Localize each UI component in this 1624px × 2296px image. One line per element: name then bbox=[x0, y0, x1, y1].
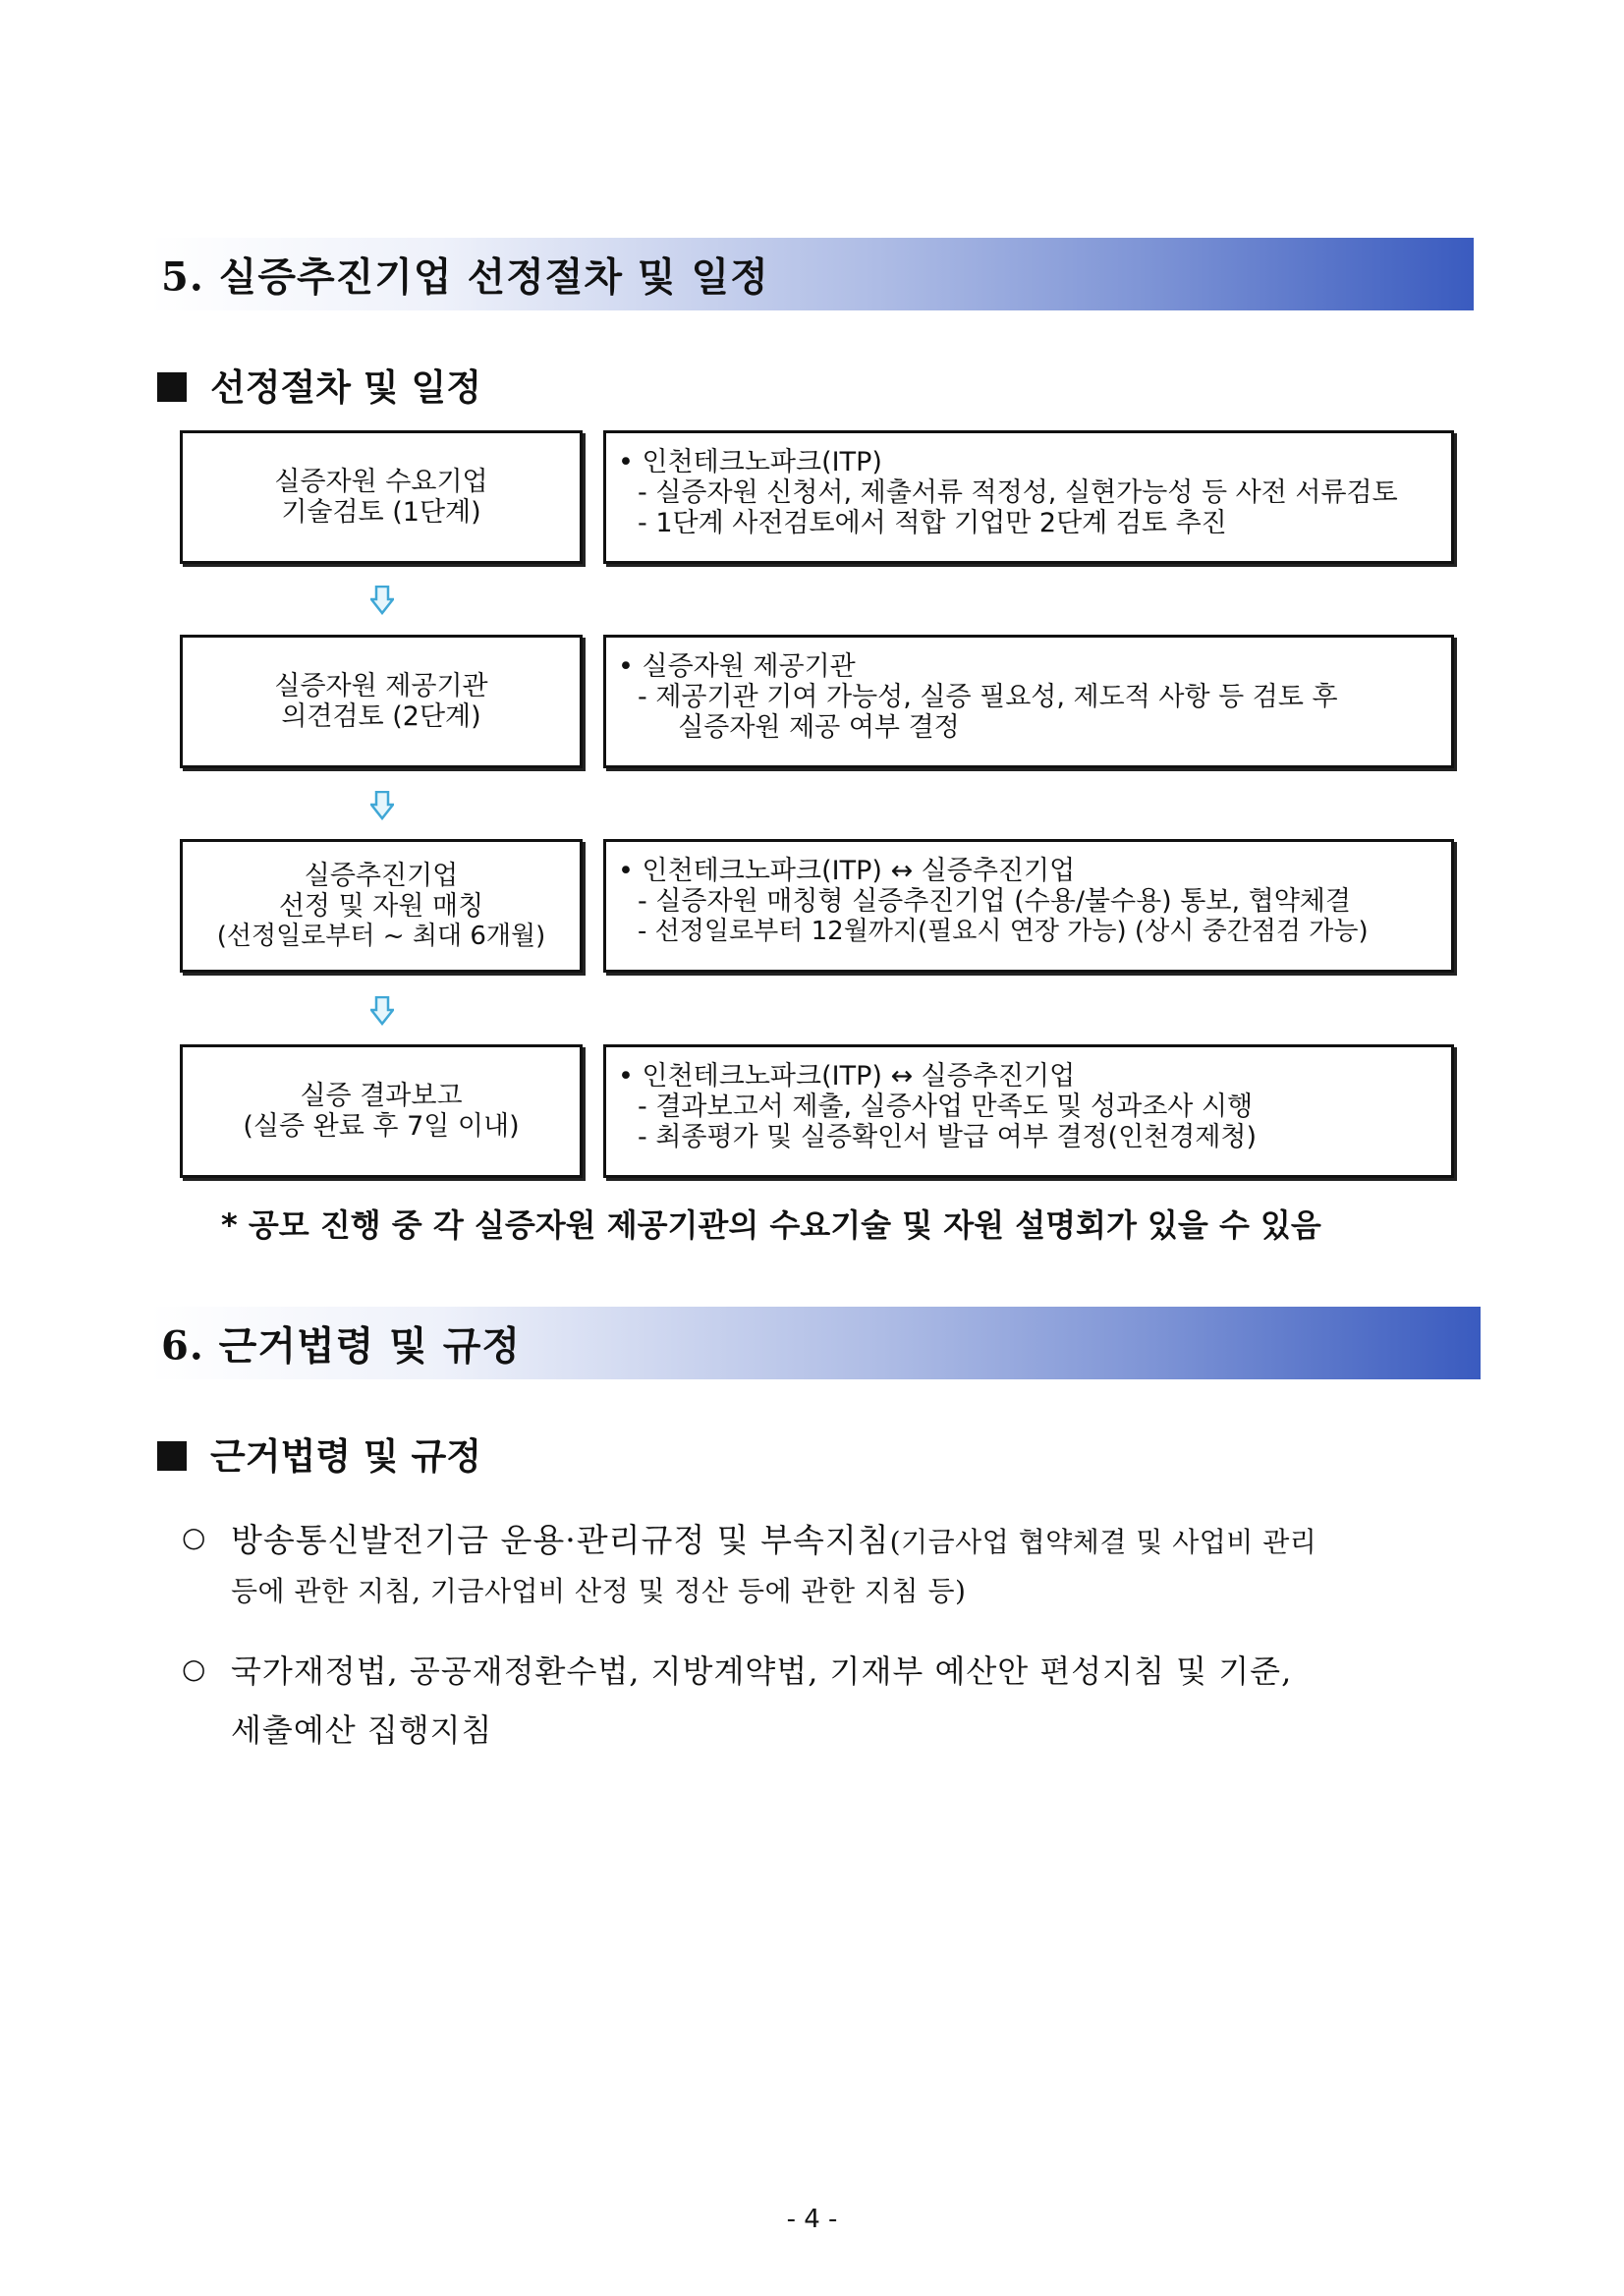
step-2-left-line1: 실증자원 제공기관 bbox=[274, 671, 488, 701]
step-1-right-box bbox=[603, 430, 1454, 564]
circle-bullet-icon: ○ bbox=[182, 1521, 206, 1553]
subheading-text: 근거법령 및 규정 bbox=[210, 1434, 481, 1478]
law-item-2-line2: 세출예산 집행지침 bbox=[231, 1711, 493, 1749]
step-1-right-line2: - 실증자원 신청서, 제출서류 적정성, 실현가능성 등 사전 서류검토 bbox=[638, 477, 1398, 508]
step-4-right-box bbox=[603, 1044, 1454, 1178]
step-2-left-line2: 의견검토 (2단계) bbox=[281, 701, 481, 732]
step-3-left-box bbox=[180, 839, 583, 973]
square-bullet-icon bbox=[157, 1441, 187, 1471]
step-4-right-line2: - 결과보고서 제출, 실증사업 만족도 및 성과조사 시행 bbox=[638, 1092, 1254, 1122]
step-3-right-line3: - 선정일로부터 12월까지(필요시 연장 가능) (상시 중간점검 가능) bbox=[638, 917, 1369, 946]
law-item-1-line2: 등에 관한 지침, 기금사업비 산정 및 정산 등에 관한 지침 등) bbox=[231, 1575, 967, 1607]
step-2-left-box bbox=[180, 635, 583, 768]
section-5-subheading bbox=[157, 358, 481, 411]
step-4-right-line3: - 최종평가 및 실증확인서 발급 여부 결정(인천경제청) bbox=[638, 1122, 1258, 1152]
step-2-right-line3: 실증자원 제공 여부 결정 bbox=[661, 712, 960, 743]
step-1-left-line1: 실증자원 수요기업 bbox=[274, 467, 488, 497]
step-1-left-line2: 기술검토 (1단계) bbox=[281, 497, 481, 528]
section-5-title: 5. 실증추진기업 선정절차 및 일정 bbox=[161, 253, 769, 301]
section-6-title: 6. 근거법령 및 규정 bbox=[161, 1322, 522, 1370]
step-3-right-box bbox=[603, 839, 1454, 973]
down-arrow-icon bbox=[370, 996, 394, 1026]
step-4-left-box bbox=[180, 1044, 583, 1178]
step-1-right-line3: - 1단계 사전검토에서 적합 기업만 2단계 검토 추진 bbox=[638, 508, 1227, 538]
section-6-header bbox=[149, 1307, 1481, 1379]
section-5-header bbox=[149, 238, 1474, 310]
law-item-2-main: 국가재정법, 공공재정환수법, 지방계약법, 기재부 예산안 편성지침 및 기준, bbox=[231, 1652, 1293, 1690]
selection-note: * 공모 진행 중 각 실증자원 제공기관의 수요기술 및 자원 설명회가 있을 수 있음 bbox=[221, 1206, 1321, 1244]
step-3-right-line2: - 실증자원 매칭형 실증추진기업 (수용/불수용) 통보, 협약체결 bbox=[638, 886, 1351, 917]
step-3-left-line1: 실증추진기업 bbox=[304, 860, 459, 891]
down-arrow-icon bbox=[370, 791, 394, 820]
circle-bullet-icon: ○ bbox=[182, 1652, 206, 1685]
step-4-left-line2: (실증 완료 후 7일 이내) bbox=[243, 1111, 520, 1142]
step-2-right-line2: - 제공기관 기여 가능성, 실증 필요성, 제도적 사항 등 검토 후 bbox=[638, 682, 1338, 712]
step-2-right-line1: • 실증자원 제공기관 bbox=[618, 651, 856, 682]
step-4-right-line1: • 인천테크노파크(ITP) ↔ 실증추진기업 bbox=[618, 1061, 1076, 1092]
law-item-1-main: 방송통신발전기금 운용·관리규정 및 부속지침 bbox=[231, 1521, 890, 1559]
step-3-right-line1: • 인천테크노파크(ITP) ↔ 실증추진기업 bbox=[618, 856, 1076, 886]
law-item-2-line1 bbox=[231, 1647, 1292, 1692]
section-6-subheading bbox=[157, 1427, 481, 1480]
square-bullet-icon bbox=[157, 372, 187, 402]
law-item-1-aside: (기금사업 협약체결 및 사업비 관리 bbox=[889, 1526, 1317, 1558]
page-number: - 4 - bbox=[786, 2205, 838, 2234]
down-arrow-icon bbox=[370, 586, 394, 615]
law-item-1-line1 bbox=[231, 1515, 1316, 1561]
step-3-left-line2: 선정 및 자원 매칭 bbox=[278, 890, 484, 922]
step-2-right-box bbox=[603, 635, 1454, 768]
step-3-left-line3: (선정일로부터 ~ 최대 6개월) bbox=[216, 921, 546, 951]
step-4-left-line1: 실증 결과보고 bbox=[300, 1081, 463, 1111]
step-1-left-box bbox=[180, 430, 583, 564]
step-1-right-line1: • 인천테크노파크(ITP) bbox=[618, 447, 882, 477]
subheading-text: 선정절차 및 일정 bbox=[210, 365, 481, 409]
